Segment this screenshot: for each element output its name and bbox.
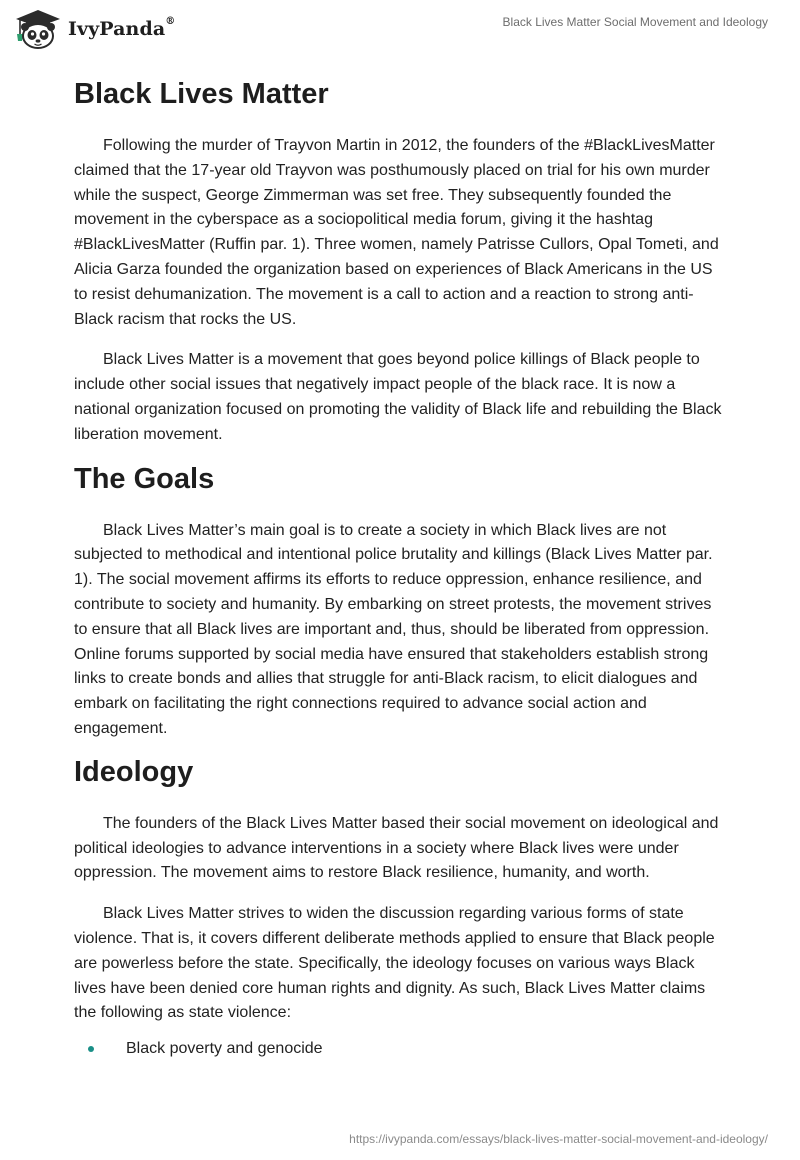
panda-graduate-icon bbox=[14, 8, 62, 50]
brand-name: IvyPanda® bbox=[68, 16, 176, 40]
source-url-link[interactable]: https://ivypanda.com/essays/black-lives-matter-social-movement-and-ideology/ bbox=[349, 1132, 768, 1146]
section-heading-black-lives-matter: Black Lives Matter bbox=[74, 78, 329, 110]
section-heading-the-goals: The Goals bbox=[74, 462, 215, 495]
page-header bbox=[0, 0, 800, 64]
paragraph: Following the murder of Trayvon Martin in 2012, the founders of the #BlackLivesMatter claimed that the 17-year old Trayvon was posthumously placed on trial for his own murder while the suspect, George Zimmerman was set free. They subsequently founded the movement in the cyberspace as a sociopolitical media forum, giving it the hashtag #BlackLivesMatter (Ruffin par. 1). Three women, namely Patrisse Cullors, Opal Tometi, and Alicia Garza founded the organization based on experiences of Black Americans in the US to resist dehumanization. The movement is a call to action and a reaction to strong anti-Black racism that rocks the US. bbox=[74, 137, 719, 328]
paragraph: Black Lives Matter is a movement that goes beyond police killings of Black people to include other social issues that negatively impact people of the black race. It is now a national organization focused on promoting the validity of Black life and rebuilding the Black liberation movement. bbox=[74, 351, 722, 443]
paragraph: Black Lives Matter’s main goal is to create a society in which Black lives are not subjected to methodical and intentional police brutality and killings (Black Lives Matter par. 1). The social movement affirms its efforts to reduce oppression, enhance resilience, and contribute to society and humanity. By embarking on street protests, the movement strives to ensure that all Black lives are important and, thus, should be liberated from oppression. Online forums supported by social media have ensured that stakeholders establish strong links to create bonds and allies that struggle for anti-Black racism, to elicit dialogues and embark on facilitating the right connections required to advance social action and engagement. bbox=[74, 521, 713, 737]
paragraph: The founders of the Black Lives Matter based their social movement on ideological and political ideologies to advance interventions in a society where Black lives were under oppression. The movement aims to restore Black resilience, humanity, and worth. bbox=[74, 814, 719, 882]
article-content bbox=[74, 72, 728, 1062]
section-heading-ideology: Ideology bbox=[74, 755, 194, 788]
document-title: Black Lives Matter Social Movement and Ideology bbox=[502, 15, 768, 29]
state-violence-list bbox=[74, 1037, 728, 1062]
list-item-text: Black poverty and genocide bbox=[126, 1040, 323, 1058]
bullet-icon bbox=[88, 1046, 94, 1052]
brand-logo[interactable] bbox=[14, 8, 175, 50]
list-item bbox=[74, 1037, 728, 1062]
paragraph: Black Lives Matter strives to widen the discussion regarding various forms of state violence. That is, it covers different deliberate methods applied to ensure that Black people are powerless before the state. Specifically, the ideology focuses on various ways Black lives have been denied core human rights and dignity. As such, Black Lives Matter claims the following as state violence: bbox=[74, 905, 715, 1022]
